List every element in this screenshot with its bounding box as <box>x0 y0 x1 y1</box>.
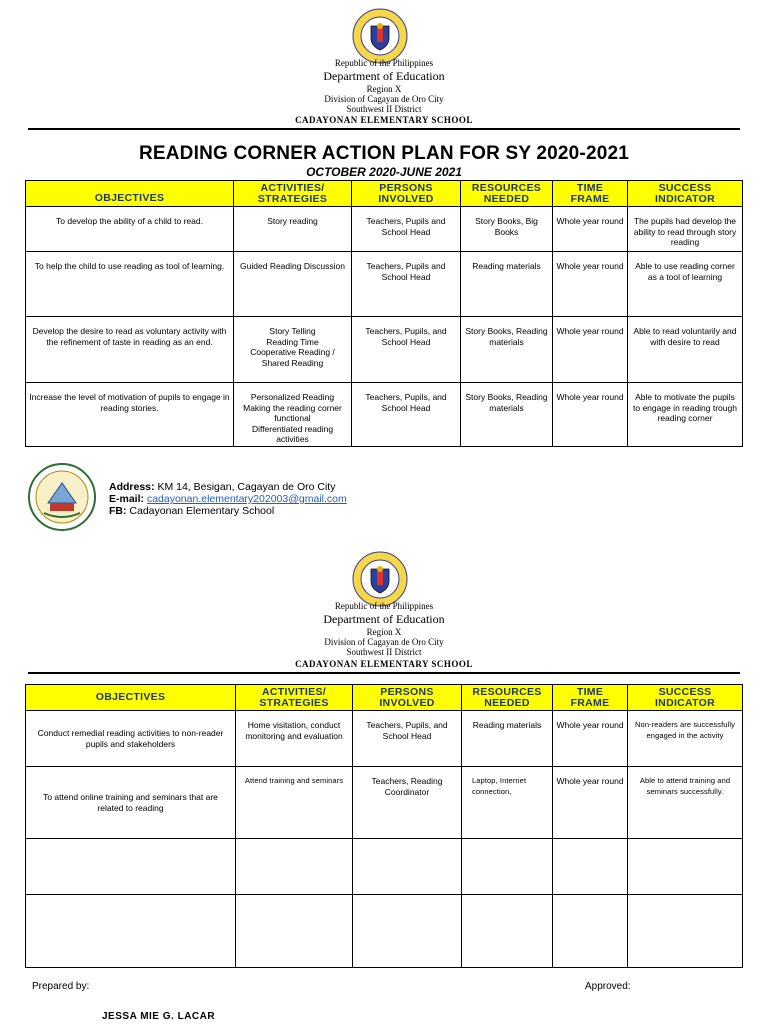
action-plan-table-2 <box>25 684 743 968</box>
cell-indicator: The pupils had develop the ability to read through story reading <box>628 207 743 252</box>
table-header-row <box>26 181 743 207</box>
cell-time-frame: Whole year round <box>553 207 628 252</box>
address-value: KM 14, Besigan, Cagayan de Oro City <box>157 481 336 493</box>
page-title: READING CORNER ACTION PLAN FOR SY 2020-2021 <box>138 143 630 164</box>
cell-objective: Develop the desire to read as voluntary activity with the refinement of taste in reading as an end. <box>26 317 234 383</box>
cell-time-frame: Whole year round <box>553 252 628 317</box>
cell-objective: Conduct remedial reading activities to non-reader pupils and stakeholders <box>26 711 236 767</box>
cell-activities: Story Telling Reading Time Cooperative Reading / Shared Reading <box>234 317 352 383</box>
cell-time-frame <box>553 895 628 968</box>
cell-objective: To help the child to use reading as tool of learning. <box>26 252 234 317</box>
prepared-by-label: Prepared by: <box>32 981 90 992</box>
deped-seal-logo <box>352 551 408 607</box>
table-row <box>26 207 743 252</box>
cell-indicator: Non-readers are successfully engaged in the activity <box>628 711 743 767</box>
fb-line <box>109 505 274 517</box>
cell-time-frame: Whole year round <box>553 383 628 447</box>
address-line <box>109 481 335 493</box>
approved-label: Approved: <box>585 981 631 992</box>
republic-line: Republic of the Philippines <box>334 601 434 611</box>
table-row <box>26 252 743 317</box>
col-time-frame: TIME FRAME <box>553 181 628 207</box>
cell-activities <box>236 895 353 968</box>
cell-persons <box>353 895 462 968</box>
cell-objective: Increase the level of motivation of pupils to engage in reading stories. <box>26 383 234 447</box>
cell-resources <box>462 895 553 968</box>
email-link[interactable]: cadayonan.elementary202003@gmail.com <box>146 493 347 505</box>
school-logo <box>28 463 96 531</box>
region-line: Region X <box>366 84 402 94</box>
cell-persons: Teachers, Pupils, and School Head <box>353 711 462 767</box>
cell-time-frame: Whole year round <box>553 767 628 839</box>
email-line <box>109 493 347 505</box>
cell-objective: To attend online training and seminars that are related to reading <box>26 767 236 839</box>
col-success-indicator: SUCCESS INDICATOR <box>628 181 743 207</box>
division-line: Division of Cagayan de Oro City <box>324 637 444 647</box>
action-plan-table-1 <box>25 180 743 447</box>
cell-objective: To develop the ability of a child to read. <box>26 207 234 252</box>
cell-resources: Story Books, Big Books <box>461 207 553 252</box>
email-label: E-mail: <box>109 493 145 505</box>
deped-seal-logo <box>352 8 408 64</box>
col-activities: ACTIVITIES/ STRATEGIES <box>236 685 353 711</box>
cell-resources: Story Books, Reading materials <box>461 383 553 447</box>
district-line: Southwest II District <box>346 647 422 657</box>
region-line: Region X <box>366 627 402 637</box>
col-success-indicator: SUCCESS INDICATOR <box>628 685 743 711</box>
table-header-row <box>26 685 743 711</box>
fb-label: FB: <box>109 505 127 517</box>
col-activities: ACTIVITIES/ STRATEGIES <box>234 181 352 207</box>
cell-activities: Story reading <box>234 207 352 252</box>
table-row <box>26 711 743 767</box>
cell-indicator: Able to use reading corner as a tool of learning <box>628 252 743 317</box>
col-persons: PERSONS INVOLVED <box>352 181 461 207</box>
cell-persons: Teachers, Pupils, and School Head <box>352 383 461 447</box>
cell-persons: Teachers, Pupils, and School Head <box>352 317 461 383</box>
cell-persons: Teachers, Reading Coordinator <box>353 767 462 839</box>
table-row <box>26 839 743 895</box>
cell-objective <box>26 895 236 968</box>
republic-line: Republic of the Philippines <box>334 58 434 68</box>
district-line: Southwest II District <box>346 104 422 114</box>
header-divider <box>28 672 740 674</box>
cell-indicator <box>628 839 743 895</box>
page-subtitle: OCTOBER 2020-JUNE 2021 <box>306 165 462 179</box>
cell-resources: Story Books, Reading materials <box>461 317 553 383</box>
cell-resources: Reading materials <box>462 711 553 767</box>
cell-persons: Teachers, Pupils and School Head <box>352 252 461 317</box>
cell-resources <box>462 839 553 895</box>
table-row <box>26 383 743 447</box>
cell-indicator: Able to attend training and seminars successfully. <box>628 767 743 839</box>
col-resources: RESOURCES NEEDED <box>462 685 553 711</box>
cell-time-frame: Whole year round <box>553 711 628 767</box>
cell-persons <box>353 839 462 895</box>
cell-resources: Laptop, Internet connection, <box>462 767 553 839</box>
cell-activities: Personalized Reading Making the reading corner functional Differentiated reading activities <box>234 383 352 447</box>
col-persons: PERSONS INVOLVED <box>353 685 462 711</box>
cell-resources: Reading materials <box>461 252 553 317</box>
col-time-frame: TIME FRAME <box>553 685 628 711</box>
address-label: Address: <box>109 481 155 493</box>
table-row <box>26 767 743 839</box>
preparer-name: JESSA MIE G. LACAR <box>102 1011 216 1022</box>
col-objectives: OBJECTIVES <box>26 685 236 711</box>
cell-objective <box>26 839 236 895</box>
department-line: Department of Education <box>323 69 445 83</box>
school-name: CADAYONAN ELEMENTARY SCHOOL <box>295 115 473 125</box>
col-resources: RESOURCES NEEDED <box>461 181 553 207</box>
cell-persons: Teachers, Pupils and School Head <box>352 207 461 252</box>
department-line: Department of Education <box>323 612 445 626</box>
cell-activities: Home visitation, conduct monitoring and evaluation <box>236 711 353 767</box>
col-objectives: OBJECTIVES <box>26 181 234 207</box>
table-row <box>26 317 743 383</box>
cell-activities: Attend training and seminars <box>236 767 353 839</box>
cell-activities <box>236 839 353 895</box>
cell-activities: Guided Reading Discussion <box>234 252 352 317</box>
cell-time-frame: Whole year round <box>553 317 628 383</box>
cell-time-frame <box>553 839 628 895</box>
cell-indicator: Able to motivate the pupils to engage in reading trough reading corner <box>628 383 743 447</box>
header-divider <box>28 128 740 130</box>
division-line: Division of Cagayan de Oro City <box>324 94 444 104</box>
cell-indicator: Able to read voluntarily and with desire to read <box>628 317 743 383</box>
cell-indicator <box>628 895 743 968</box>
school-name: CADAYONAN ELEMENTARY SCHOOL <box>295 659 473 669</box>
table-row <box>26 895 743 968</box>
fb-value: Cadayonan Elementary School <box>129 505 275 517</box>
